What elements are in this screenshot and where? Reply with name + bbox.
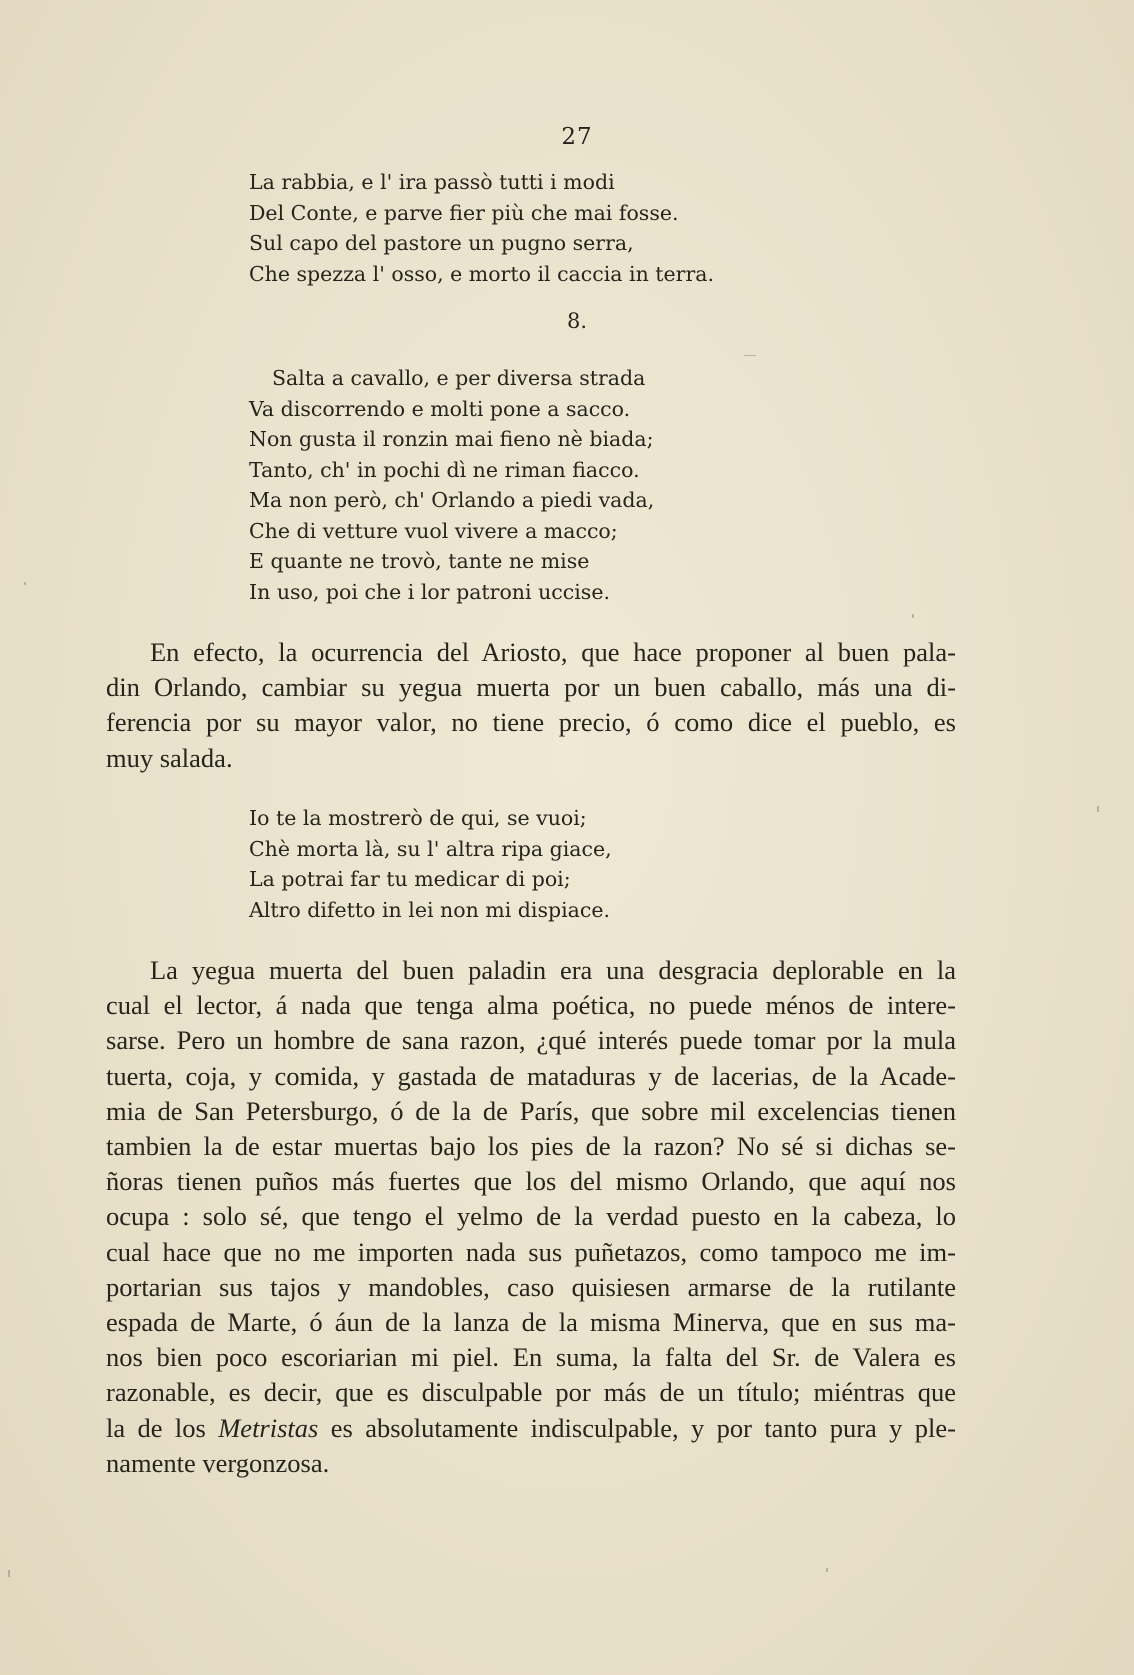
verse-block-2 bbox=[249, 363, 654, 607]
paragraph-line: cual el lector, á nada que tenga alma poética, no puede ménos de intere- bbox=[106, 990, 956, 1021]
verse-block-3 bbox=[249, 803, 612, 925]
verse-line: La rabbia, e l' ira passò tutti i modi bbox=[249, 170, 615, 194]
verse-block-1 bbox=[249, 167, 714, 289]
paragraph-line: namente vergonzosa. bbox=[106, 1447, 330, 1478]
line-text: la de los bbox=[106, 1412, 219, 1443]
verse-line: Tanto, ch' in pochi dì ne riman fiacco. bbox=[249, 457, 640, 482]
paragraph-1 bbox=[106, 635, 956, 776]
verse-line: Che spezza l' osso, e morto il caccia in terra. bbox=[249, 261, 715, 286]
paper-speck bbox=[826, 1568, 828, 1572]
paragraph-line bbox=[106, 1411, 956, 1446]
verse-line: Ma non però, ch' Orlando a piedi vada, bbox=[249, 488, 655, 512]
paragraph-line: mia de San Petersburgo, ó de la de París, que sobre mil excelencias tienen bbox=[106, 1095, 956, 1126]
paper-speck bbox=[24, 582, 26, 585]
line-text: es absolutamente indisculpable, y por tanto pura y ple- bbox=[318, 1412, 956, 1443]
paragraph-line: La yegua muerta del buen paladin era una desgracia deplorable en la bbox=[150, 955, 956, 985]
paragraph-line: cual hace que no me importen nada sus puñetazos, como tampoco me im- bbox=[106, 1236, 956, 1267]
paragraph-line: tuerta, coja, y comida, y gastada de mataduras y de lacerias, de la Acade- bbox=[106, 1060, 956, 1091]
paragraph-line: ocupa : solo sé, que tengo el yelmo de la verdad puesto en la cabeza, lo bbox=[106, 1201, 956, 1232]
verse-line: La potrai far tu medicar di poi; bbox=[249, 867, 571, 891]
verse-line: Che di vetture vuol vivere a macco; bbox=[249, 518, 618, 543]
verse-line: Va discorrendo e molti pone a sacco. bbox=[249, 396, 631, 421]
verse-line: E quante ne trovò, tante ne mise bbox=[249, 549, 590, 573]
paragraph-line: sarse. Pero un hombre de sana razon, ¿qué interés puede tomar por la mula bbox=[106, 1025, 956, 1056]
paragraph-line: ferencia por su mayor valor, no tiene precio, ó como dice el pueblo, es bbox=[106, 707, 956, 738]
paragraph-line: din Orlando, cambiar su yegua muerta por un buen caballo, más una di- bbox=[106, 672, 956, 703]
verse-line: Non gusta il ronzin mai fieno nè biada; bbox=[249, 427, 654, 451]
paragraph-2 bbox=[106, 953, 956, 1481]
paragraph-line: tambien la de estar muertas bajo los pies de la razon? No sé si dichas se- bbox=[106, 1131, 956, 1162]
italic-term: Metristas bbox=[218, 1412, 319, 1443]
verse-line: In uso, poi che i lor patroni uccise. bbox=[249, 579, 610, 604]
paragraph-line: muy salada. bbox=[106, 742, 233, 773]
paragraph-line: nos bien poco escoriarian mi piel. En suma, la falta del Sr. de Valera es bbox=[106, 1342, 956, 1373]
paragraph-line: ñoras tienen puños más fuertes que los del mismo Orlando, que aquí nos bbox=[106, 1166, 956, 1197]
verse-line: Salta a cavallo, e per diversa strada bbox=[272, 366, 646, 390]
verse-line: Sul capo del pastore un pugno serra, bbox=[249, 231, 634, 255]
verse-line: Altro difetto in lei non mi dispiace. bbox=[249, 897, 611, 922]
verse-line: Io te la mostrerò de qui, se vuoi; bbox=[249, 806, 587, 830]
paper-speck bbox=[8, 1570, 10, 1577]
paper-speck bbox=[1097, 806, 1099, 812]
paragraph-line: espada de Marte, ó áun de la lanza de la misma Minerva, que en sus ma- bbox=[106, 1307, 956, 1338]
paper-speck bbox=[744, 355, 756, 356]
paragraph-line: En efecto, la ocurrencia del Ariosto, que hace proponer al buen pala- bbox=[150, 637, 956, 667]
verse-line: Chè morta là, su l' altra ripa giace, bbox=[249, 836, 612, 861]
paragraph-line: razonable, es decir, que es disculpable por más de un título; miéntras que bbox=[106, 1377, 956, 1408]
verse-line: Del Conte, e parve fier più che mai fosse. bbox=[249, 200, 679, 225]
stanza-number: 8. bbox=[566, 309, 588, 333]
paragraph-line: portarian sus tajos y mandobles, caso quisiesen armarse de la rutilante bbox=[106, 1271, 956, 1302]
paper-speck bbox=[912, 614, 914, 618]
page-number: 27 bbox=[561, 124, 593, 150]
